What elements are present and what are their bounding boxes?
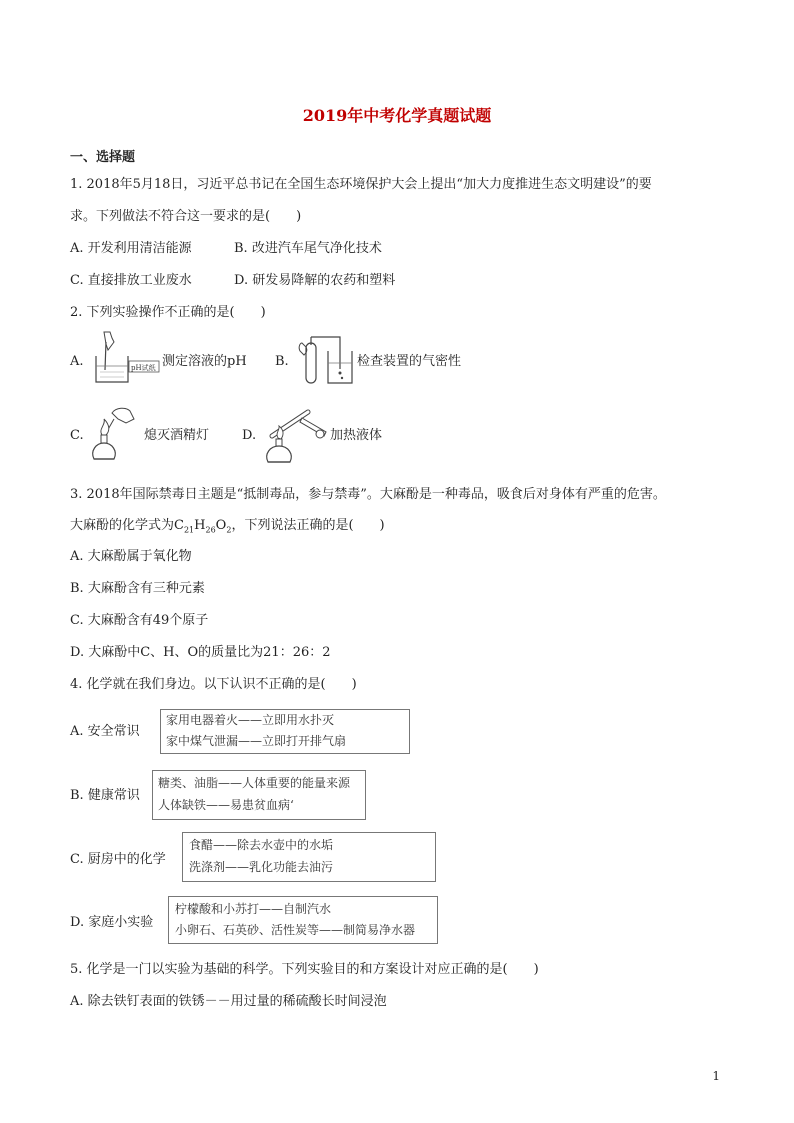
q4-option-a-line1: 家用电器着火——立即用水扑灭 (166, 713, 335, 727)
q4-option-c-label: C. 厨房中的化学 (70, 852, 166, 867)
q4-stem: 4. 化学就在我们身边。以下认识不正确的是( ) (70, 677, 357, 692)
q4-option-d-line2: 小卵石、石英砂、活性炭等——制简易净水器 (175, 923, 416, 937)
q2-option-b-text: 检查装置的气密性 (357, 354, 462, 369)
q3-option-a: A. 大麻酚属于氧化物 (70, 549, 192, 564)
ph-test-illustration (92, 330, 162, 386)
q4-option-b-line2: 人体缺铁——易患贫血病‘ (158, 798, 294, 812)
q1-option-c: C. 直接排放工业废水 (70, 273, 192, 288)
q5-stem: 5. 化学是一门以实验为基础的科学。下列实验目的和方案设计对应正确的是( ) (70, 962, 539, 977)
q4-option-a-line2: 家中煤气泄漏——立即打开排气扇 (166, 734, 347, 748)
page-number: 1 (712, 1069, 720, 1083)
q2-option-d-text: 加热液体 (330, 428, 383, 443)
heat-liquid-illustration (262, 402, 330, 464)
q4-option-b-label: B. 健康常识 (70, 788, 140, 803)
q2-option-b-letter: B. (275, 354, 289, 369)
q2-option-d-letter: D. (242, 428, 257, 443)
q4-option-d-label: D. 家庭小实验 (70, 915, 154, 930)
q4-option-d-line1: 柠檬酸和小苏打——自制汽水 (175, 902, 332, 916)
alcohol-lamp-extinguish-illustration (90, 405, 142, 463)
q1-option-b: B. 改进汽车尾气净化技术 (234, 241, 382, 256)
q1-stem-line1: 1. 2018年5月18日，习近平总书记在全国生态环境保护大会上提出“加大力度推进生态文明建设”的要 (70, 177, 652, 192)
q4-option-c-line1: 食醋——除去水壶中的水垢 (189, 838, 334, 852)
q4-option-c-line2: 洗涤剂——乳化功能去油污 (189, 860, 334, 874)
q3-option-c: C. 大麻酚含有49个原子 (70, 613, 209, 628)
q2-option-a-text: 测定溶液的pH (162, 354, 247, 369)
q3-stem-line1: 3. 2018年国际禁毒日主题是“抵制毒品，参与禁毒”。大麻酚是一种毒品，吸食后对身体有严重的危害。 (70, 487, 666, 502)
q4-option-b-line1: 糖类、油脂——人体重要的能量来源 (158, 776, 351, 790)
q1-stem-line2: 求。下列做法不符合这一要求的是( ) (70, 209, 302, 224)
q3-option-b: B. 大麻酚含有三种元素 (70, 581, 205, 596)
q1-option-a: A. 开发利用清洁能源 (70, 241, 192, 256)
q2-stem: 2. 下列实验操作不正确的是( ) (70, 305, 266, 320)
q5-option-a: A. 除去铁钉表面的铁锈－－用过量的稀硫酸长时间浸泡 (70, 994, 387, 1009)
ph-paper-label: pH试纸 (131, 364, 156, 372)
q3-option-d: D. 大麻酚中C、H、O的质量比为21：26：2 (70, 645, 331, 660)
q1-option-d: D. 研发易降解的农药和塑料 (234, 273, 396, 288)
q2-option-c-letter: C. (70, 428, 84, 443)
q2-option-c-text: 熄灭酒精灯 (144, 428, 210, 443)
q2-option-a-letter: A. (70, 354, 84, 369)
page-title: 2019年中考化学真题试题 (302, 106, 492, 125)
airtightness-check-illustration (294, 333, 356, 389)
q3-stem-line2: 大麻酚的化学式为$C_{21}H_{26}O_2$，下列说法正确的是( ) (70, 518, 385, 535)
q4-option-a-label: A. 安全常识 (70, 724, 140, 739)
section-heading: 一、选择题 (70, 150, 136, 165)
